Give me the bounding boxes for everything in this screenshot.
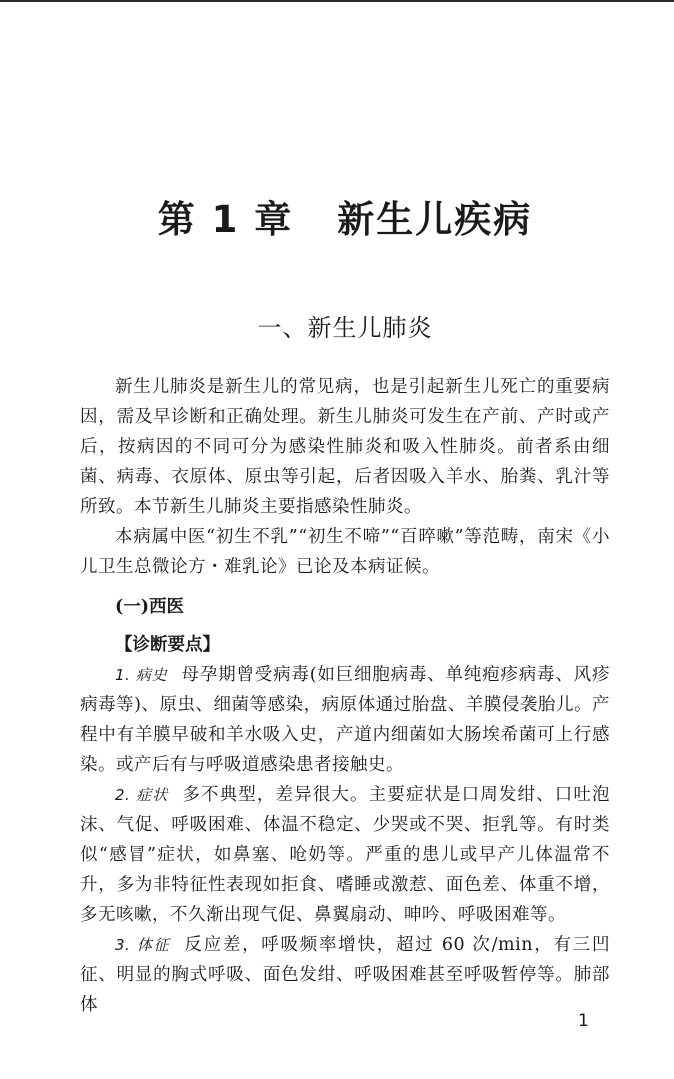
item-text: 母孕期曾受病毒(如巨细胞病毒、单纯疱疹病毒、风疹病毒等)、原虫、细菌等感染，病原体通过胎盘、羊膜侵袭胎儿。产程中有羊膜早破和羊水吸入史，产道内细菌如大肠埃希菌可上行感染。或产后有与呼吸道感染患者接触史。 bbox=[80, 665, 610, 775]
intro-paragraph: 新生儿肺炎是新生儿的常见病，也是引起新生儿死亡的重要病因，需及早诊断和正确处理。新生儿肺炎可发生在产前、产时或产后，按病因的不同可分为感染性肺炎和吸入性肺炎。前者系由细菌、病毒、衣原体、原虫等引起，后者因吸入羊水、胎粪、乳汁等所致。本节新生儿肺炎主要指感染性肺炎。 bbox=[80, 377, 610, 517]
item-label: 1. 病史 bbox=[115, 666, 168, 684]
item-label: 2. 症状 bbox=[115, 786, 169, 804]
chapter-number: 第 1 章 bbox=[157, 198, 294, 241]
diagnosis-item bbox=[80, 930, 610, 1020]
subsection-title: (一)西医 bbox=[115, 597, 185, 617]
diagnosis-item bbox=[80, 780, 610, 930]
section-title: 一、新生儿肺炎 bbox=[257, 314, 433, 342]
diagnosis-heading: 【诊断要点】 bbox=[115, 635, 220, 655]
item-text: 多不典型，差异很大。主要症状是口周发绀、口吐泡沫、气促、呼吸困难、体温不稳定、少哭或不哭、拒乳等。有时类似“感冒”症状，如鼻塞、呛奶等。严重的患儿或早产儿体温常不升，多为非特征性表现如拒食、嗜睡或激惹、面色差、体重不增，多无咳嗽，不久渐出现气促、鼻翼扇动、呻吟、呼吸困难等。 bbox=[80, 785, 610, 925]
diagnosis-item bbox=[80, 660, 610, 780]
chapter-title bbox=[80, 196, 610, 244]
chapter-name: 新生儿疾病 bbox=[337, 198, 533, 241]
page-number: 1 bbox=[578, 1011, 589, 1031]
item-label: 3. 体征 bbox=[115, 936, 171, 954]
tcm-paragraph: 本病属中医“初生不乳”“初生不啼”“百晬嗽”等范畴，南宋《小儿卫生总微论方・难乳论》已论及本病证候。 bbox=[80, 527, 610, 577]
item-text: 反应差，呼吸频率增快，超过 60 次/min，有三凹征、明显的胸式呼吸、面色发绀、呼吸困难甚至呼吸暂停等。肺部体 bbox=[80, 935, 610, 1015]
body-text bbox=[80, 372, 610, 1020]
top-rule bbox=[0, 0, 674, 2]
